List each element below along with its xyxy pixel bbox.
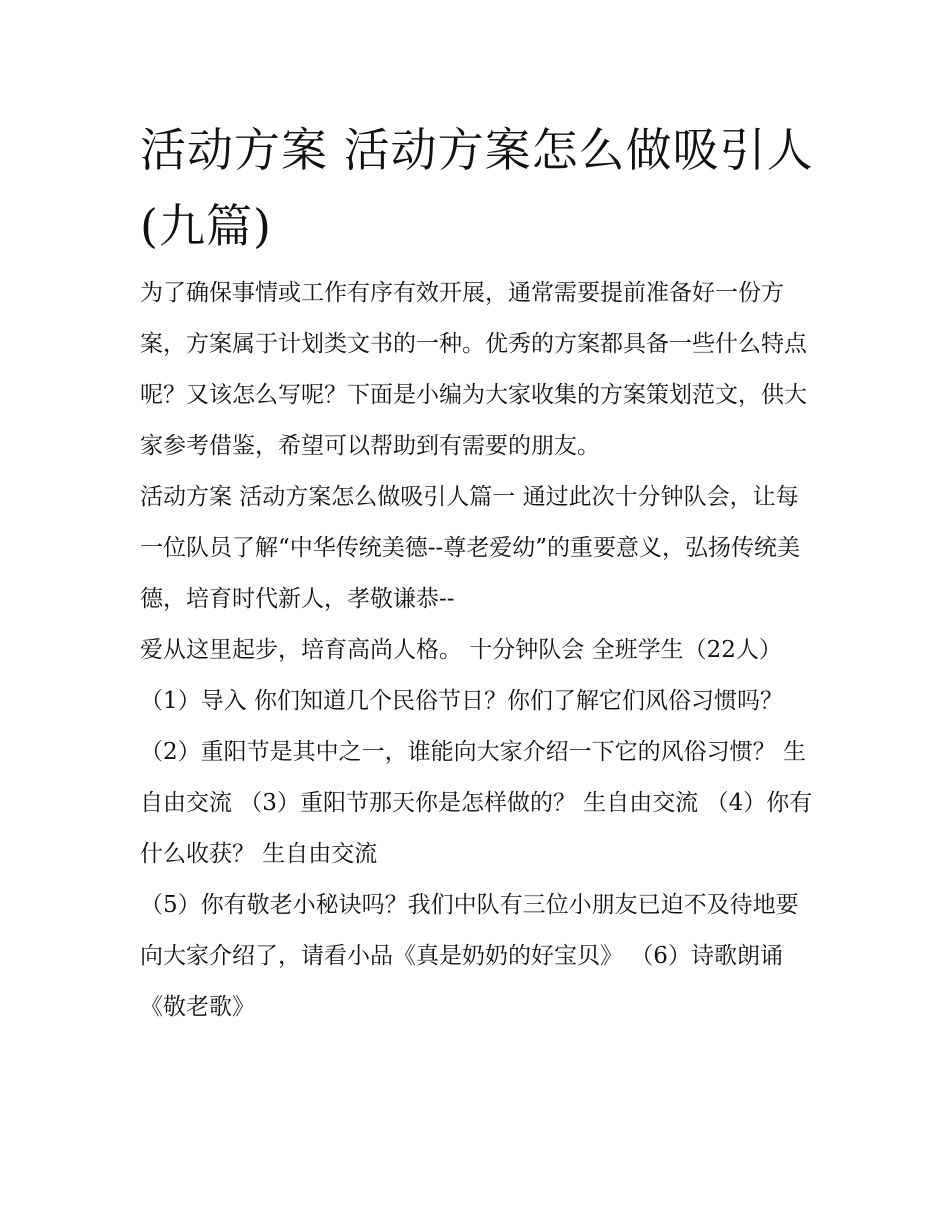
document-page bbox=[140, 112, 820, 1033]
step-two-paragraph: （2）重阳节是其中之一，谁能向大家介绍一下它的风俗习惯？ 生自由交流 （3）重阳节那天你是怎样做的？ 生自由交流 （4）你有什么收获？ 生自由交流 bbox=[140, 739, 813, 867]
step-five-paragraph: （5）你有敬老小秘诀吗？我们中队有三位小朋友已迫不及待地要向大家介绍了，请看小品《真是奶奶的好宝贝》 （6）诗歌朗诵《敬老歌》 bbox=[140, 892, 799, 1020]
document-title: 活动方案 活动方案怎么做吸引人(九篇) bbox=[140, 123, 814, 253]
section-one-paragraph: 活动方案 活动方案怎么做吸引人篇一 通过此次十分钟队会，让每一位队员了解“中华传统美德--尊老爱幼”的重要意义，弘扬传统美德，培育时代新人，孝敬谦恭-- bbox=[140, 484, 801, 612]
activity-paragraph: 爱从这里起步，培育高尚人格。 十分钟队会 全班学生（22人） （1）导入 你们知道几个民俗节日？你们了解它们风俗习惯吗？ bbox=[140, 637, 783, 714]
intro-paragraph: 为了确保事情或工作有序有效开展，通常需要提前准备好一份方案，方案属于计划类文书的一种。优秀的方案都具备一些什么特点呢？又该怎么写呢？下面是小编为大家收集的方案策划范文，供大家参考借鉴，希望可以帮助到有需要的朋友。 bbox=[140, 280, 807, 459]
